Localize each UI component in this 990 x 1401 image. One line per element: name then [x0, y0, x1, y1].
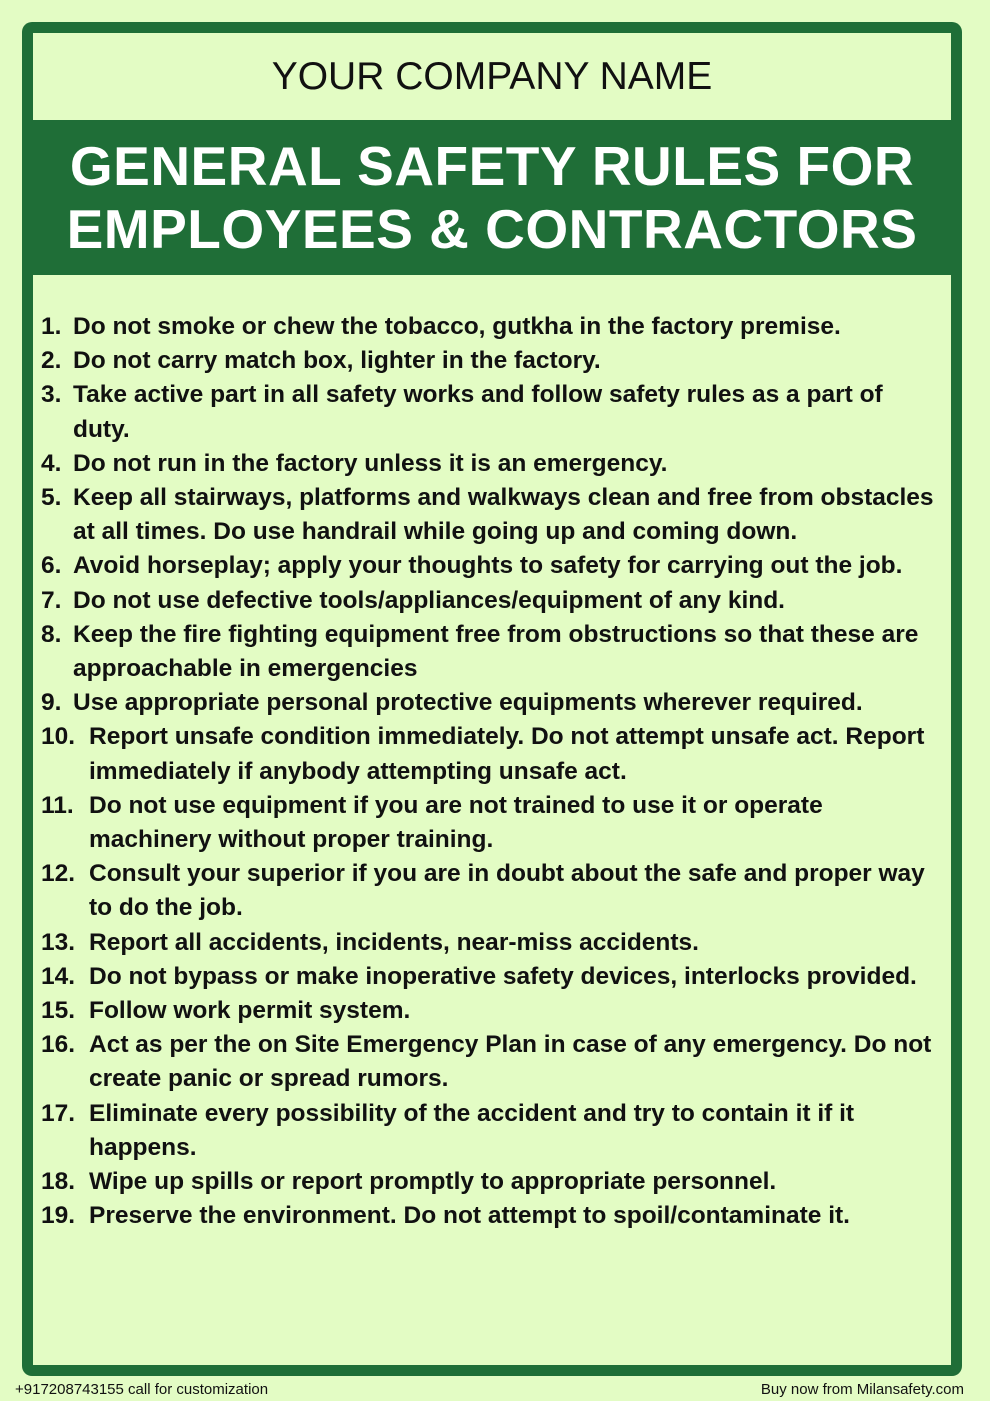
- rule-number: 7.: [41, 586, 62, 614]
- rule-text: Do not carry match box, lighter in the factory.: [73, 347, 601, 375]
- rules-list: [33, 275, 951, 1233]
- rule-number: 14.: [41, 962, 76, 990]
- rule-number: 11.: [41, 791, 74, 819]
- rule-item: [41, 994, 951, 1028]
- rule-text: Eliminate every possibility of the accident and try to contain it if it happens.: [89, 1099, 855, 1161]
- title-line-1: GENERAL SAFETY RULES FOR: [69, 134, 915, 197]
- rule-number: 3.: [41, 381, 62, 409]
- rule-number: 4.: [41, 449, 62, 477]
- rule-number: 10.: [41, 723, 76, 751]
- rule-item: [41, 857, 951, 925]
- rule-item: [41, 1165, 951, 1199]
- title-banner: [33, 120, 951, 275]
- rule-number: 13.: [41, 928, 76, 956]
- rule-item: [41, 960, 951, 994]
- rule-number: 18.: [41, 1168, 76, 1196]
- rule-text: Avoid horseplay; apply your thoughts to safety for carrying out the job.: [73, 552, 903, 580]
- rule-item: [41, 584, 951, 618]
- rule-text: Preserve the environment. Do not attempt to spoil/contaminate it.: [89, 1202, 850, 1230]
- rule-text: Do not smoke or chew the tobacco, gutkha in the factory premise.: [73, 313, 841, 340]
- company-name: YOUR COMPANY NAME: [271, 54, 713, 98]
- rule-text: Do not use defective tools/appliances/equipment of any kind.: [73, 586, 785, 614]
- rule-text: Use appropriate personal protective equipments wherever required.: [73, 689, 863, 717]
- title-line-2: EMPLOYEES & CONTRACTORS: [66, 197, 918, 260]
- rule-text: Act as per the on Site Emergency Plan in case of any emergency. Do not create panic or spread rumors.: [89, 1031, 932, 1093]
- rule-item: [41, 618, 951, 686]
- sign-panel: [33, 33, 951, 1365]
- rule-item: [41, 1199, 951, 1233]
- rule-text: Consult your superior if you are in doubt about the safe and proper way to do the job.: [89, 860, 925, 922]
- rule-item: [41, 1028, 951, 1096]
- rule-item: [41, 686, 951, 720]
- rule-item: [41, 926, 951, 960]
- rule-number: 5.: [41, 484, 62, 512]
- rule-number: 15.: [41, 997, 76, 1025]
- rule-item: [41, 720, 951, 788]
- rule-item: [41, 1097, 951, 1165]
- rule-text: Take active part in all safety works and follow safety rules as a part of duty.: [73, 381, 883, 443]
- rule-number: 12.: [41, 860, 76, 888]
- rule-number: 9.: [41, 689, 62, 717]
- rule-text: Keep the fire fighting equipment free from obstructions so that these are approachable in emergencies: [73, 620, 919, 683]
- rule-text: Report all accidents, incidents, near-miss accidents.: [89, 928, 699, 956]
- rule-number: 17.: [41, 1099, 76, 1127]
- rule-text: Keep all stairways, platforms and walkways clean and free from obstacles at all times. Do use handrail while going up and coming down.: [73, 484, 934, 546]
- rule-number: 2.: [41, 347, 62, 375]
- rule-text: Do not run in the factory unless it is an emergency.: [73, 449, 668, 477]
- footer-contact: +917208743155 call for customization: [15, 1381, 269, 1398]
- rule-item: [41, 481, 951, 549]
- rule-text: Report unsafe condition immediately. Do not attempt unsafe act. Report immediately if anybody attempting unsafe act.: [89, 723, 925, 785]
- safety-sign: [22, 22, 962, 1376]
- rule-item: [41, 789, 951, 857]
- rule-number: 19.: [41, 1202, 76, 1230]
- rule-number: 1.: [41, 313, 62, 340]
- rule-item: [41, 549, 951, 583]
- rule-number: 16.: [41, 1031, 76, 1059]
- rule-number: 6.: [41, 552, 62, 580]
- rule-item: [41, 310, 951, 344]
- rule-text: Wipe up spills or report promptly to appropriate personnel.: [89, 1168, 777, 1196]
- rule-text: Do not use equipment if you are not trained to use it or operate machinery without proper training.: [89, 791, 823, 854]
- rule-item: [41, 344, 951, 378]
- rule-text: Follow work permit system.: [89, 997, 411, 1025]
- footer-website: Buy now from Milansafety.com: [760, 1381, 964, 1398]
- rule-number: 8.: [41, 620, 62, 648]
- rule-text: Do not bypass or make inoperative safety devices, interlocks provided.: [89, 962, 917, 990]
- rule-item: [41, 447, 951, 481]
- rule-item: [41, 378, 951, 446]
